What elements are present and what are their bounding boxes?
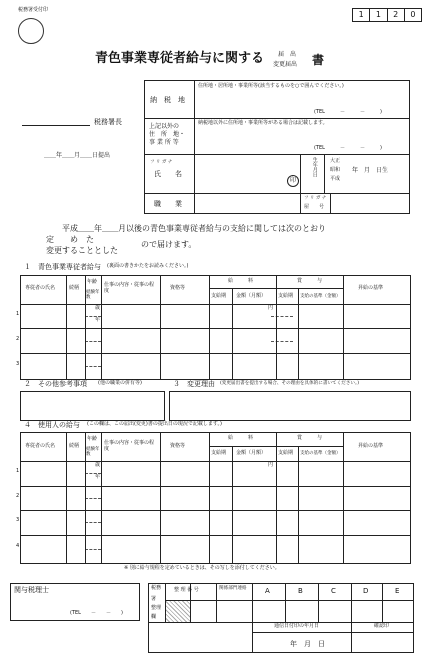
s4-unit-year: 年 — [95, 474, 101, 480]
submission-date: ＿＿年＿＿月＿＿日提出 — [44, 152, 111, 159]
statement-line2b: 変更することとした — [46, 246, 118, 255]
s4-h-relation: 続柄 — [69, 443, 80, 449]
s1-h-bonus: 賞 与 — [297, 278, 323, 284]
form-number-digit: 1 — [353, 9, 370, 21]
s1-unit-year: 年 — [95, 317, 101, 323]
kankei-label: 関係部門連絡 — [219, 586, 247, 591]
other-address-note: 納税地以外に住所地・事業所等がある場合は記載します。 — [198, 120, 328, 126]
s4-row-number: 1 — [16, 468, 20, 474]
s4-h-raise: 昇給の基準 — [358, 443, 384, 449]
col-b: B — [298, 587, 303, 595]
title-option-top: 届 出 — [278, 51, 297, 58]
s4-h-qualification: 資格等 — [170, 443, 186, 449]
s1-unit-age: 歳 — [95, 305, 101, 311]
tax-accountant-label: 関与税理士 — [14, 586, 49, 594]
form-number-box — [352, 8, 422, 22]
s4-h-bonus-paymonth: 支給期 — [278, 450, 294, 456]
s4-row-number: 2 — [16, 493, 20, 499]
s1-unit-yen: 円 — [268, 305, 274, 311]
statement-line2c: ので届けます。 — [141, 240, 197, 249]
office-label-3: 整理 — [151, 605, 162, 611]
form-number-digit: 2 — [388, 9, 405, 21]
office-label-1: 税務 — [151, 585, 162, 591]
statement-line1: 平成＿＿年＿＿月以後の青色事業専従者給与の支給に関しては次のとおり — [62, 224, 326, 233]
section3-title: ３ 変更理由 — [173, 380, 215, 388]
s4-h-salary: 給 料 — [228, 435, 254, 441]
name-furigana: フ リ ガ ナ — [150, 160, 173, 165]
form-number-digit: 1 — [370, 9, 387, 21]
s4-h-amount: 金額（月額） — [236, 450, 267, 456]
form-number-digit: 0 — [410, 10, 416, 19]
s1-row-number: 2 — [16, 336, 20, 342]
seal-text: 印 — [289, 177, 296, 184]
section2-title: ２ その他参考事項 — [24, 380, 87, 388]
other-address-label-2: 住 所 地・ — [149, 131, 186, 138]
seiri-label: 整 理 番 号 — [174, 587, 199, 593]
footer-date: 年 月 日 — [290, 640, 325, 648]
office-label-4: 欄 — [151, 614, 157, 620]
section1-title: １ 青色事業専従者給与 — [24, 263, 101, 271]
s4-unit-yen: 円 — [268, 462, 274, 468]
s1-h-relation: 続柄 — [69, 285, 80, 291]
s1-h-experience: 経験年数 — [86, 290, 100, 301]
shop-label: 屋 号 — [304, 204, 325, 210]
s1-row-number: 1 — [16, 311, 20, 317]
seal-mark — [287, 175, 299, 187]
s4-h-name: 専従者の氏名 — [25, 443, 56, 449]
office-label-2: 署 — [151, 596, 157, 602]
s1-h-duty: 仕事の内容・従事の程度 — [104, 282, 155, 294]
section4-title: ４ 使用人の給与 — [24, 421, 80, 429]
tel-2: (TEL － － ) — [314, 145, 382, 151]
nozeichi-note: 住所地・居所地・事業所等(該当するものを○で囲んでください。) — [198, 83, 344, 89]
office-name-line — [22, 125, 90, 126]
col-a: A — [265, 587, 270, 595]
occupation-label: 職 業 — [154, 200, 182, 208]
birth-label: 生年月日 — [311, 157, 318, 177]
s4-unit-age: 歳 — [95, 462, 101, 468]
name-label: 氏 名 — [154, 170, 182, 178]
s4-h-experience: 経験年数 — [86, 447, 100, 458]
tel-1: (TEL － － ) — [314, 109, 382, 115]
section1-note: (裏面の書きかたをお読みください。) — [107, 263, 189, 269]
section3-note: (変更届出書を提出する場合、その理由を具体的に書いてください。) — [220, 381, 360, 386]
section4-note: (この欄は、この届出(変更)書の提出日の現況で記載します。) — [87, 421, 222, 427]
nozeichi-label: 納 税 地 — [150, 96, 185, 104]
s1-h-age: 年齢 — [87, 279, 98, 285]
stamp-circle — [18, 18, 44, 44]
tax-accountant-tel: (TEL － － ) — [70, 610, 123, 616]
other-address-label: 上記以外の — [149, 123, 180, 130]
form-title: 青色事業専従者給与に関する — [95, 51, 265, 66]
tsushin-label: 通信日付印の年月日 — [274, 623, 320, 629]
title-suffix: 書 — [312, 53, 325, 67]
s4-h-paymonth: 支給期 — [211, 450, 227, 456]
s1-row-number: 3 — [16, 361, 20, 367]
s1-h-bonus-amount: 支給の基準（金額） — [300, 294, 341, 299]
section2-box — [20, 391, 165, 421]
other-address-label-3: 事 業 所 等 — [149, 139, 179, 146]
col-e: E — [395, 587, 400, 595]
s4-h-duty: 仕事の内容・従事の程度 — [104, 440, 155, 452]
s1-h-paymonth: 支給期 — [211, 293, 227, 299]
s1-h-amount: 金額（月額） — [236, 293, 267, 299]
s1-h-salary: 給 料 — [228, 278, 254, 284]
col-d: D — [363, 587, 369, 595]
section2-note: (他の職業の併有等) — [98, 380, 142, 386]
col-c: C — [331, 587, 336, 595]
stamp-label: 税務署受付印 — [18, 7, 49, 13]
s4-h-bonus-amount: 支給の基準（金額） — [300, 451, 341, 456]
section4-footnote: ※ 別に給与規程を定めているときは、その写しを添付してください。 — [124, 565, 280, 571]
birth-date-format: 年 月 日生 — [352, 167, 389, 174]
office-hatch — [166, 600, 190, 622]
kakunin-label: 確認印 — [374, 623, 390, 629]
s4-row-number: 3 — [16, 517, 20, 523]
s4-row-number: 4 — [16, 543, 20, 549]
era-showa: 昭和 — [330, 167, 341, 173]
era-heisei: 平成 — [330, 176, 341, 182]
s1-h-bonus-paymonth: 支給期 — [278, 293, 294, 299]
s4-h-bonus: 賞 与 — [297, 435, 323, 441]
title-option-bottom: 変更届出 — [273, 61, 298, 68]
section3-box — [169, 391, 411, 421]
statement-line2a: 定 め た — [46, 235, 94, 244]
office-suffix: 税務署長 — [94, 118, 122, 126]
s1-h-qualification: 資格等 — [170, 285, 186, 291]
era-taisho: 大正 — [330, 158, 341, 164]
s1-h-name: 専従者の氏名 — [25, 285, 56, 291]
s1-h-raise: 昇給の基準 — [358, 285, 384, 291]
shop-furigana: フ リ ガ ナ — [304, 196, 327, 201]
s4-h-age: 年齢 — [87, 436, 98, 442]
